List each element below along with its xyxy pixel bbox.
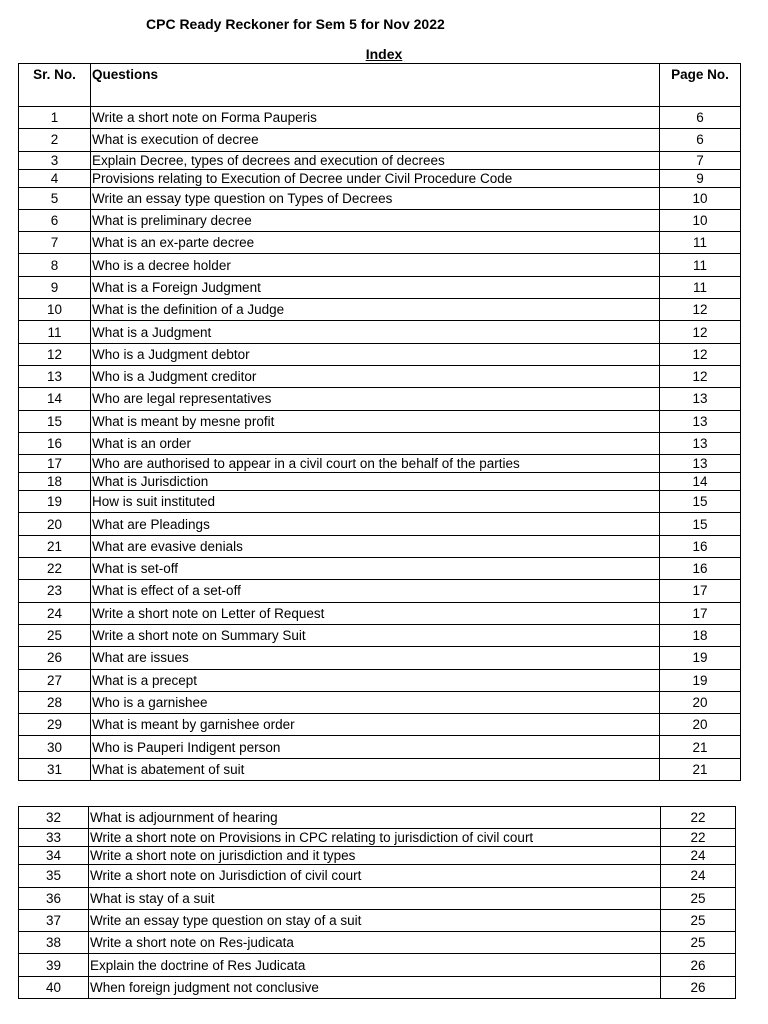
page-no-cell: 11 — [660, 232, 741, 254]
page-no-cell: 15 — [660, 513, 741, 535]
table-row — [19, 932, 736, 954]
table-row — [19, 691, 741, 713]
table-row — [19, 829, 736, 847]
sr-no-cell: 22 — [19, 558, 91, 580]
question-cell: Who are authorised to appear in a civil court on the behalf of the parties — [91, 455, 660, 473]
table-row — [19, 129, 741, 151]
sr-no-cell: 27 — [19, 669, 91, 691]
question-cell: Write an essay type question on Types of Decrees — [91, 187, 660, 209]
page-no-cell: 25 — [661, 932, 736, 954]
sr-no-cell: 26 — [19, 647, 91, 669]
table-row — [19, 365, 741, 387]
question-cell: What are evasive denials — [91, 535, 660, 557]
page-no-cell: 13 — [660, 388, 741, 410]
table-row — [19, 276, 741, 298]
table-row — [19, 865, 736, 887]
sr-no-cell: 33 — [19, 829, 89, 847]
question-cell: What is a precept — [91, 669, 660, 691]
page-no-cell: 10 — [660, 187, 741, 209]
question-cell: Who are legal representatives — [91, 388, 660, 410]
sr-no-cell: 17 — [19, 455, 91, 473]
sr-no-cell: 29 — [19, 714, 91, 736]
question-cell: Who is a Judgment debtor — [91, 343, 660, 365]
sr-no-cell: 8 — [19, 254, 91, 276]
question-cell: Write a short note on Forma Pauperis — [91, 107, 660, 129]
table-row — [19, 909, 736, 931]
table-header-row — [19, 64, 741, 107]
question-cell: Who is Pauperi Indigent person — [91, 736, 660, 758]
table-row — [19, 580, 741, 602]
question-cell: What is set-off — [91, 558, 660, 580]
sr-no-cell: 19 — [19, 491, 91, 513]
table-row — [19, 209, 741, 231]
page-no-cell: 20 — [660, 691, 741, 713]
question-cell: What is the definition of a Judge — [91, 299, 660, 321]
question-cell: How is suit instituted — [91, 491, 660, 513]
table-row — [19, 558, 741, 580]
page-no-cell: 20 — [660, 714, 741, 736]
table-row — [19, 473, 741, 491]
question-cell: What is abatement of suit — [91, 758, 660, 780]
sr-no-cell: 25 — [19, 624, 91, 646]
page-no-cell: 18 — [660, 624, 741, 646]
sr-no-cell: 12 — [19, 343, 91, 365]
table-row — [19, 714, 741, 736]
page-no-cell: 12 — [660, 343, 741, 365]
table-row — [19, 647, 741, 669]
table-row — [19, 432, 741, 454]
question-cell: Who is a decree holder — [91, 254, 660, 276]
sr-no-cell: 4 — [19, 169, 91, 187]
question-cell: Explain the doctrine of Res Judicata — [89, 954, 661, 976]
question-cell: What is an order — [91, 432, 660, 454]
sr-no-cell: 31 — [19, 758, 91, 780]
page-no-cell: 13 — [660, 432, 741, 454]
question-cell: What is Jurisdiction — [91, 473, 660, 491]
question-cell: What is a Judgment — [91, 321, 660, 343]
table-row — [19, 736, 741, 758]
sr-no-cell: 13 — [19, 365, 91, 387]
page-no-cell: 21 — [660, 736, 741, 758]
page-no-cell: 10 — [660, 209, 741, 231]
table-row — [19, 321, 741, 343]
sr-no-cell: 15 — [19, 410, 91, 432]
question-cell: When foreign judgment not conclusive — [89, 976, 661, 998]
page-no-cell: 25 — [661, 909, 736, 931]
sr-no-cell: 21 — [19, 535, 91, 557]
index-table-1 — [18, 63, 741, 781]
table-row — [19, 388, 741, 410]
table-row — [19, 887, 736, 909]
sr-no-cell: 10 — [19, 299, 91, 321]
page-no-cell: 26 — [661, 976, 736, 998]
sr-no-cell: 40 — [19, 976, 89, 998]
question-cell: Write an essay type question on stay of a suit — [89, 909, 661, 931]
sr-no-cell: 37 — [19, 909, 89, 931]
page-no-cell: 19 — [660, 647, 741, 669]
page-no-cell: 25 — [661, 887, 736, 909]
page-no-cell: 14 — [660, 473, 741, 491]
question-cell: What is an ex-parte decree — [91, 232, 660, 254]
table-row — [19, 669, 741, 691]
question-cell: Who is a garnishee — [91, 691, 660, 713]
question-cell: Write a short note on jurisdiction and it types — [89, 847, 661, 865]
table-row — [19, 299, 741, 321]
sr-no-cell: 23 — [19, 580, 91, 602]
question-cell: Write a short note on Provisions in CPC relating to jurisdiction of civil court — [89, 829, 661, 847]
page-no-cell: 16 — [660, 535, 741, 557]
table-row — [19, 232, 741, 254]
sr-no-cell: 36 — [19, 887, 89, 909]
table-row — [19, 758, 741, 780]
question-cell: What is effect of a set-off — [91, 580, 660, 602]
table-row — [19, 343, 741, 365]
page-no-cell: 11 — [660, 254, 741, 276]
sr-no-cell: 30 — [19, 736, 91, 758]
sr-no-cell: 32 — [19, 807, 89, 829]
table-row — [19, 187, 741, 209]
page-no-cell: 19 — [660, 669, 741, 691]
question-cell: What is meant by garnishee order — [91, 714, 660, 736]
document-title: CPC Ready Reckoner for Sem 5 for Nov 2022 — [146, 16, 445, 32]
question-cell: Explain Decree, types of decrees and execution of decrees — [91, 151, 660, 169]
sr-no-cell: 2 — [19, 129, 91, 151]
question-cell: Provisions relating to Execution of Decree under Civil Procedure Code — [91, 169, 660, 187]
page-no-cell: 22 — [661, 807, 736, 829]
table-row — [19, 976, 736, 998]
table-row — [19, 847, 736, 865]
question-cell: Write a short note on Letter of Request — [91, 602, 660, 624]
table-row — [19, 513, 741, 535]
page-no-cell: 7 — [660, 151, 741, 169]
question-cell: Write a short note on Jurisdiction of civil court — [89, 865, 661, 887]
sr-no-cell: 20 — [19, 513, 91, 535]
sr-no-cell: 7 — [19, 232, 91, 254]
table-row — [19, 491, 741, 513]
page-no-cell: 21 — [660, 758, 741, 780]
page-no-cell: 13 — [660, 455, 741, 473]
question-cell: What is a Foreign Judgment — [91, 276, 660, 298]
question-cell: What is preliminary decree — [91, 209, 660, 231]
question-cell: What are issues — [91, 647, 660, 669]
page-no-cell: 12 — [660, 321, 741, 343]
page-no-cell: 13 — [660, 410, 741, 432]
header-page-no: Page No. — [660, 64, 741, 107]
page-no-cell: 24 — [661, 865, 736, 887]
table-row — [19, 455, 741, 473]
sr-no-cell: 6 — [19, 209, 91, 231]
page-no-cell: 16 — [660, 558, 741, 580]
sr-no-cell: 16 — [19, 432, 91, 454]
question-cell: What is execution of decree — [91, 129, 660, 151]
page-no-cell: 17 — [660, 580, 741, 602]
question-cell: What is adjournment of hearing — [89, 807, 661, 829]
sr-no-cell: 39 — [19, 954, 89, 976]
sr-no-cell: 11 — [19, 321, 91, 343]
page-no-cell: 22 — [661, 829, 736, 847]
sr-no-cell: 35 — [19, 865, 89, 887]
page-no-cell: 15 — [660, 491, 741, 513]
table-row — [19, 107, 741, 129]
table-row — [19, 151, 741, 169]
index-heading: Index — [365, 46, 403, 62]
table-row — [19, 954, 736, 976]
sr-no-cell: 18 — [19, 473, 91, 491]
table-row — [19, 602, 741, 624]
table-row — [19, 624, 741, 646]
sr-no-cell: 34 — [19, 847, 89, 865]
sr-no-cell: 1 — [19, 107, 91, 129]
table-row — [19, 807, 736, 829]
question-cell: What is meant by mesne profit — [91, 410, 660, 432]
sr-no-cell: 28 — [19, 691, 91, 713]
table-row — [19, 254, 741, 276]
table-row — [19, 410, 741, 432]
page-no-cell: 17 — [660, 602, 741, 624]
index-table-2 — [18, 806, 736, 999]
page-no-cell: 6 — [660, 107, 741, 129]
question-cell: What is stay of a suit — [89, 887, 661, 909]
sr-no-cell: 5 — [19, 187, 91, 209]
page-no-cell: 26 — [661, 954, 736, 976]
question-cell: Who is a Judgment creditor — [91, 365, 660, 387]
sr-no-cell: 38 — [19, 932, 89, 954]
question-cell: Write a short note on Summary Suit — [91, 624, 660, 646]
page-no-cell: 24 — [661, 847, 736, 865]
table-row — [19, 535, 741, 557]
header-sr-no: Sr. No. — [19, 64, 91, 107]
sr-no-cell: 14 — [19, 388, 91, 410]
page-no-cell: 6 — [660, 129, 741, 151]
page-no-cell: 11 — [660, 276, 741, 298]
sr-no-cell: 24 — [19, 602, 91, 624]
question-cell: Write a short note on Res-judicata — [89, 932, 661, 954]
sr-no-cell: 9 — [19, 276, 91, 298]
page-no-cell: 12 — [660, 365, 741, 387]
sr-no-cell: 3 — [19, 151, 91, 169]
header-questions: Questions — [91, 64, 660, 107]
table-row — [19, 169, 741, 187]
page-no-cell: 9 — [660, 169, 741, 187]
page-no-cell: 12 — [660, 299, 741, 321]
question-cell: What are Pleadings — [91, 513, 660, 535]
